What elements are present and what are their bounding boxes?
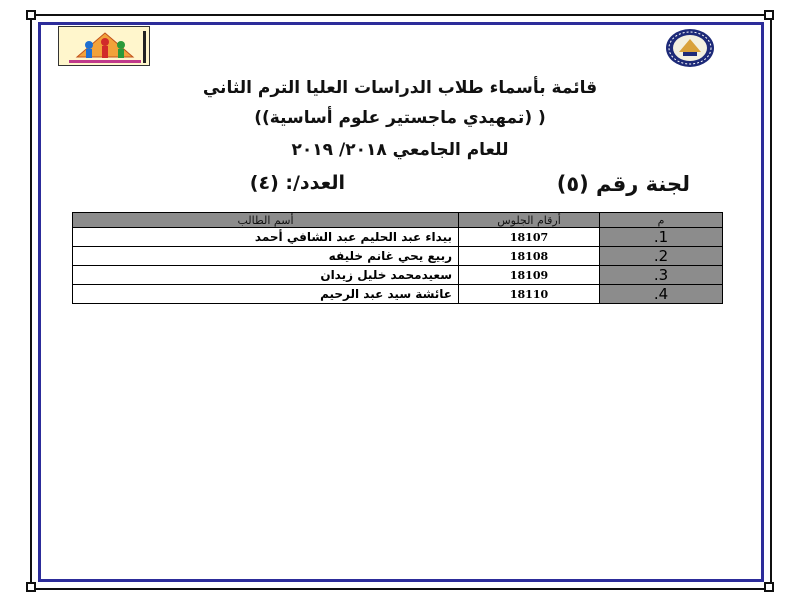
table-row bbox=[73, 285, 723, 304]
row-number: 1. bbox=[600, 228, 723, 247]
frame-corner-bl bbox=[26, 582, 36, 592]
student-count: العدد/: (٤) bbox=[249, 172, 345, 194]
frame-corner-tr bbox=[764, 10, 774, 20]
academic-year-line: للعام الجامعي ٢٠١٨/ ٢٠١٩ bbox=[291, 140, 509, 160]
column-header-num: م bbox=[600, 213, 723, 228]
seat-number: 18107 bbox=[459, 228, 600, 247]
student-name: بيداء عبد الحليم عبد الشافي أحمد bbox=[73, 228, 459, 247]
table-row bbox=[73, 266, 723, 285]
table-row bbox=[73, 228, 723, 247]
committee-number: لجنة رقم (٥) bbox=[556, 172, 690, 196]
row-number: 3. bbox=[600, 266, 723, 285]
faculty-logo-icon bbox=[58, 26, 150, 66]
university-seal-icon bbox=[665, 28, 715, 68]
row-number: 2. bbox=[600, 247, 723, 266]
student-name: ربيع يحي غانم خليفه bbox=[73, 247, 459, 266]
column-header-name: أسم الطالب bbox=[73, 213, 459, 228]
table-header-row bbox=[73, 213, 723, 228]
seat-number: 18109 bbox=[459, 266, 600, 285]
students-table bbox=[72, 212, 723, 304]
document-title-line1: قائمة بأسماء طلاب الدراسات العليا الترم الثاني bbox=[202, 78, 598, 98]
row-number: 4. bbox=[600, 285, 723, 304]
document-title-line2: ( (تمهيدي ماجستير علوم أساسية)) bbox=[254, 108, 546, 128]
frame-corner-br bbox=[764, 582, 774, 592]
student-name: عائشة سيد عبد الرحيم bbox=[73, 285, 459, 304]
student-name: سعيدمحمد خليل زيدان bbox=[73, 266, 459, 285]
column-header-seat: أرقام الجلوس bbox=[459, 213, 600, 228]
seat-number: 18108 bbox=[459, 247, 600, 266]
frame-corner-tl bbox=[26, 10, 36, 20]
table-row bbox=[73, 247, 723, 266]
seat-number: 18110 bbox=[459, 285, 600, 304]
